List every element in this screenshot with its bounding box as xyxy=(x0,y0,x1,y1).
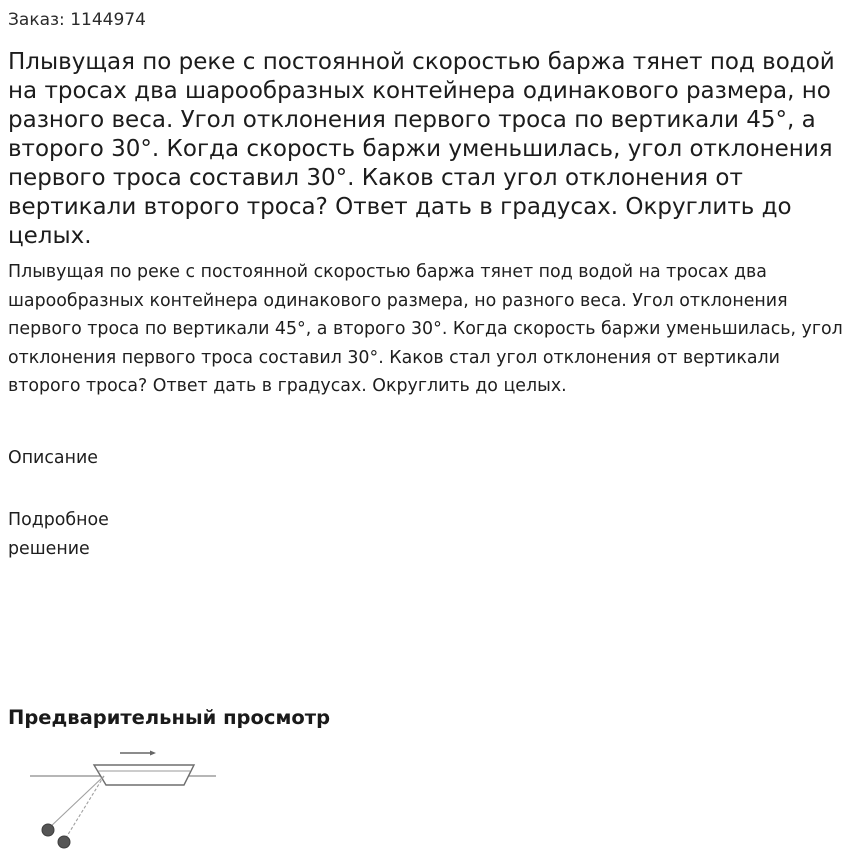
rope-1 xyxy=(48,776,104,829)
container-1 xyxy=(42,824,54,836)
detailed-solution-label: Подробное решение xyxy=(8,510,109,559)
velocity-arrow xyxy=(120,751,156,756)
description-label: Описание xyxy=(8,448,98,468)
preview-heading: Предварительный просмотр xyxy=(8,706,331,729)
task-text: Плывущая по реке с постоянной скоростью баржа тянет под водой на тросах два шарообразных контейнера одинакового размера, но разного веса. Угол отклонения первого троса по вертикали 45°, а второго 30°. Когда скорость баржи уменьшилась, угол отклонения первого троса составил 30°. Каков стал угол отклонения от вертикали второго троса? Ответ дать в градусах. Округлить до целых. xyxy=(8,262,843,397)
barge-shape xyxy=(94,765,194,785)
order-label: Заказ: xyxy=(8,10,65,30)
barge-diagram xyxy=(26,745,226,855)
container-2 xyxy=(58,836,70,848)
order-number: 1144974 xyxy=(70,10,146,30)
task-title: Плывущая по реке с постоянной скоростью баржа тянет под водой на тросах два шарообразных контейнера одинакового размера, но разного веса. Угол отклонения первого троса по вертикали 45°, а второго 30°. Когда скорость баржи уменьшилась, угол отклонения первого троса составил 30°. Каков стал угол отклонения от вертикали второго троса? Ответ дать в градусах. Округлить до целых. xyxy=(8,49,835,249)
order-number-line xyxy=(8,9,146,31)
